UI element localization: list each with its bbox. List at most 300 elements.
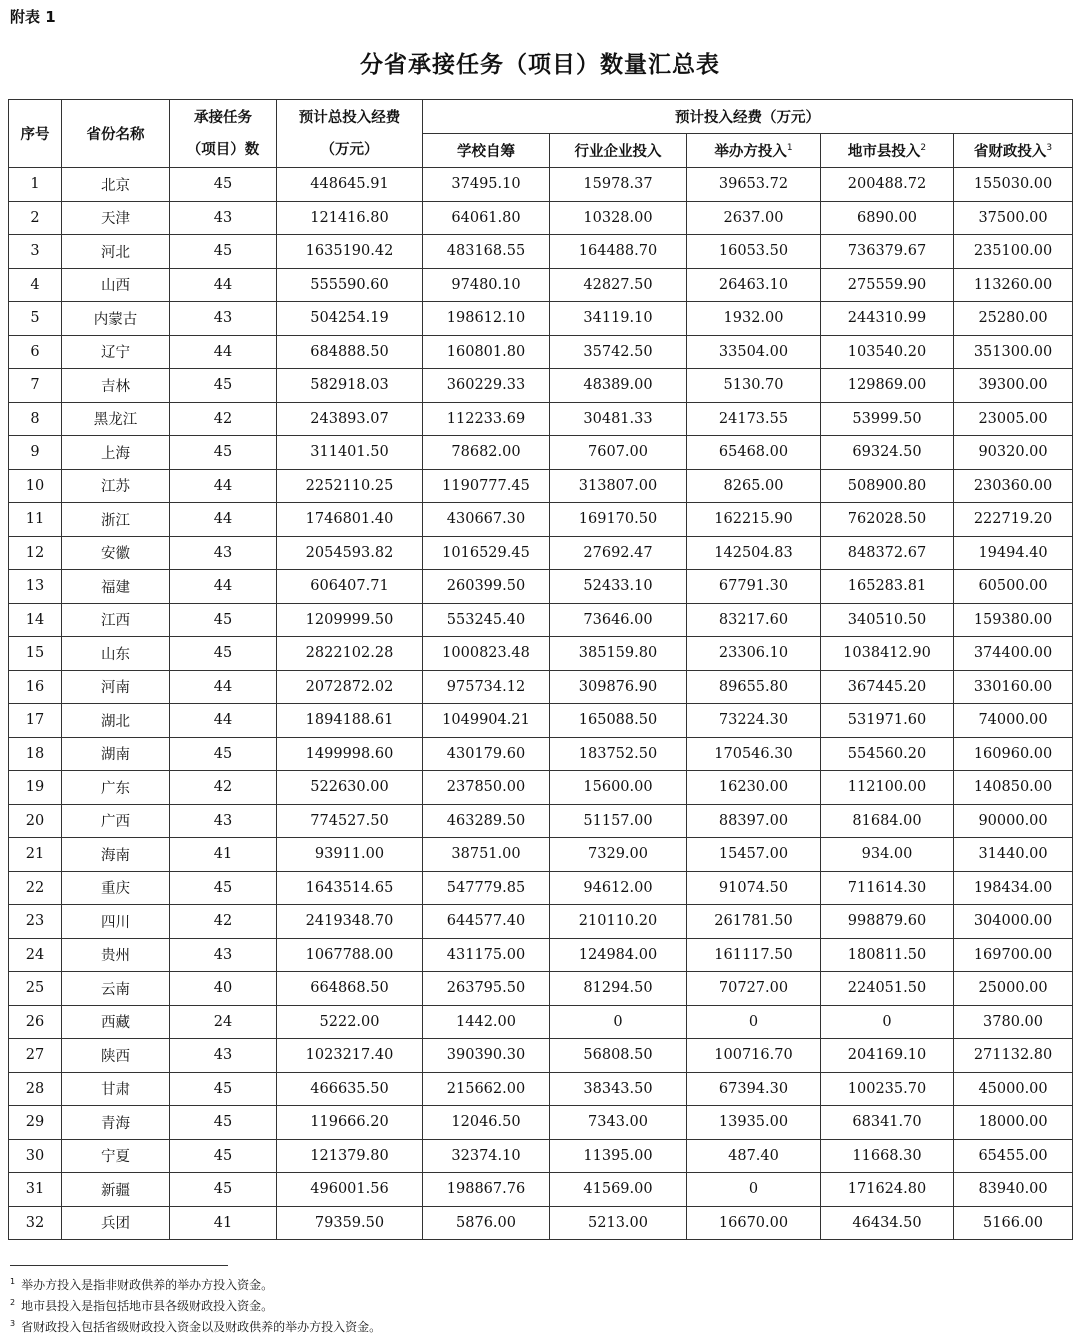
- cell-tasks: 45: [170, 235, 277, 269]
- cell-total: 119666.20: [277, 1106, 423, 1140]
- table-row: [9, 771, 1073, 805]
- cell-tasks: 44: [170, 570, 277, 604]
- cell-provincial: 235100.00: [954, 235, 1073, 269]
- table-row: [9, 335, 1073, 369]
- footnotes: [10, 1273, 381, 1336]
- cell-province: 广东: [62, 771, 170, 805]
- cell-tasks: 45: [170, 637, 277, 671]
- cell-province: 四川: [62, 905, 170, 939]
- cell-seq: 21: [9, 838, 62, 872]
- cell-tasks: 44: [170, 670, 277, 704]
- table-row: [9, 972, 1073, 1006]
- cell-province: 陕西: [62, 1039, 170, 1073]
- cell-city: 711614.30: [821, 871, 954, 905]
- cell-total: 121416.80: [277, 201, 423, 235]
- header-tasks-line1: 承接任务: [194, 109, 252, 126]
- header-tasks: [170, 100, 277, 168]
- cell-provincial: 3780.00: [954, 1005, 1073, 1039]
- cell-industry: 385159.80: [550, 637, 687, 671]
- cell-city: 11668.30: [821, 1139, 954, 1173]
- cell-tasks: 45: [170, 1173, 277, 1207]
- cell-total: 504254.19: [277, 302, 423, 336]
- cell-city: 112100.00: [821, 771, 954, 805]
- cell-city: 53999.50: [821, 402, 954, 436]
- table-row: [9, 570, 1073, 604]
- cell-total: 1499998.60: [277, 737, 423, 771]
- header-sponsor: [687, 134, 821, 168]
- cell-city: 554560.20: [821, 737, 954, 771]
- cell-total: 2252110.25: [277, 469, 423, 503]
- cell-tasks: 45: [170, 1139, 277, 1173]
- cell-sponsor: 67791.30: [687, 570, 821, 604]
- cell-seq: 10: [9, 469, 62, 503]
- cell-tasks: 40: [170, 972, 277, 1006]
- cell-industry: 81294.50: [550, 972, 687, 1006]
- cell-industry: 30481.33: [550, 402, 687, 436]
- cell-tasks: 41: [170, 1206, 277, 1240]
- cell-school: 64061.80: [423, 201, 550, 235]
- footnote-text: 地市县投入是指包括地市县各级财政投入资金。: [21, 1299, 274, 1313]
- cell-school: 431175.00: [423, 938, 550, 972]
- cell-province: 宁夏: [62, 1139, 170, 1173]
- cell-seq: 27: [9, 1039, 62, 1073]
- cell-sponsor: 15457.00: [687, 838, 821, 872]
- cell-province: 江西: [62, 603, 170, 637]
- cell-seq: 11: [9, 503, 62, 537]
- cell-sponsor: 16670.00: [687, 1206, 821, 1240]
- cell-tasks: 44: [170, 469, 277, 503]
- cell-total: 522630.00: [277, 771, 423, 805]
- cell-provincial: 25000.00: [954, 972, 1073, 1006]
- cell-seq: 3: [9, 235, 62, 269]
- cell-province: 吉林: [62, 369, 170, 403]
- cell-total: 774527.50: [277, 804, 423, 838]
- cell-total: 243893.07: [277, 402, 423, 436]
- cell-seq: 31: [9, 1173, 62, 1207]
- cell-seq: 2: [9, 201, 62, 235]
- cell-city: 180811.50: [821, 938, 954, 972]
- cell-city: 275559.90: [821, 268, 954, 302]
- cell-school: 263795.50: [423, 972, 550, 1006]
- table-row: [9, 369, 1073, 403]
- cell-sponsor: 0: [687, 1005, 821, 1039]
- footnote-mark: 1: [10, 1277, 16, 1286]
- cell-provincial: 45000.00: [954, 1072, 1073, 1106]
- cell-industry: 5213.00: [550, 1206, 687, 1240]
- cell-industry: 10328.00: [550, 201, 687, 235]
- cell-seq: 25: [9, 972, 62, 1006]
- cell-provincial: 83940.00: [954, 1173, 1073, 1207]
- header-provincial-label: 省财政投入: [973, 144, 1047, 160]
- cell-industry: 7329.00: [550, 838, 687, 872]
- cell-industry: 35742.50: [550, 335, 687, 369]
- cell-provincial: 160960.00: [954, 737, 1073, 771]
- header-province: 省份名称: [62, 100, 170, 168]
- cell-total: 466635.50: [277, 1072, 423, 1106]
- cell-total: 1643514.65: [277, 871, 423, 905]
- cell-tasks: 43: [170, 302, 277, 336]
- cell-total: 311401.50: [277, 436, 423, 470]
- table-row: [9, 1206, 1073, 1240]
- cell-school: 97480.10: [423, 268, 550, 302]
- cell-total: 664868.50: [277, 972, 423, 1006]
- cell-provincial: 230360.00: [954, 469, 1073, 503]
- cell-provincial: 90000.00: [954, 804, 1073, 838]
- cell-province: 西藏: [62, 1005, 170, 1039]
- cell-provincial: 5166.00: [954, 1206, 1073, 1240]
- table-row: [9, 469, 1073, 503]
- cell-sponsor: 0: [687, 1173, 821, 1207]
- cell-province: 浙江: [62, 503, 170, 537]
- header-total: [277, 100, 423, 168]
- cell-provincial: 37500.00: [954, 201, 1073, 235]
- cell-sponsor: 83217.60: [687, 603, 821, 637]
- cell-industry: 48389.00: [550, 369, 687, 403]
- cell-province: 山东: [62, 637, 170, 671]
- cell-school: 1000823.48: [423, 637, 550, 671]
- table-row: [9, 1173, 1073, 1207]
- cell-tasks: 43: [170, 201, 277, 235]
- cell-provincial: 169700.00: [954, 938, 1073, 972]
- cell-tasks: 44: [170, 503, 277, 537]
- cell-industry: 165088.50: [550, 704, 687, 738]
- cell-industry: 41569.00: [550, 1173, 687, 1207]
- cell-industry: 52433.10: [550, 570, 687, 604]
- footnote-item: [10, 1315, 381, 1336]
- cell-province: 甘肃: [62, 1072, 170, 1106]
- cell-tasks: 45: [170, 1072, 277, 1106]
- footnote-text: 举办方投入是指非财政供养的举办方投入资金。: [21, 1278, 274, 1292]
- cell-school: 198612.10: [423, 302, 550, 336]
- cell-city: 998879.60: [821, 905, 954, 939]
- cell-provincial: 60500.00: [954, 570, 1073, 604]
- cell-city: 69324.50: [821, 436, 954, 470]
- cell-province: 福建: [62, 570, 170, 604]
- cell-sponsor: 8265.00: [687, 469, 821, 503]
- cell-tasks: 44: [170, 704, 277, 738]
- footnote-item: [10, 1294, 381, 1315]
- cell-tasks: 45: [170, 436, 277, 470]
- cell-industry: 38343.50: [550, 1072, 687, 1106]
- cell-sponsor: 16230.00: [687, 771, 821, 805]
- cell-seq: 14: [9, 603, 62, 637]
- cell-city: 244310.99: [821, 302, 954, 336]
- cell-province: 北京: [62, 168, 170, 202]
- header-school: 学校自筹: [423, 134, 550, 168]
- cell-industry: 7607.00: [550, 436, 687, 470]
- cell-province: 兵团: [62, 1206, 170, 1240]
- cell-sponsor: 24173.55: [687, 402, 821, 436]
- footnote-ref-1: 1: [786, 143, 793, 154]
- table-row: [9, 503, 1073, 537]
- cell-province: 广西: [62, 804, 170, 838]
- cell-seq: 29: [9, 1106, 62, 1140]
- cell-provincial: 25280.00: [954, 302, 1073, 336]
- cell-seq: 1: [9, 168, 62, 202]
- cell-total: 1635190.42: [277, 235, 423, 269]
- cell-city: 531971.60: [821, 704, 954, 738]
- header-sponsor-label: 举办方投入: [714, 144, 787, 160]
- table-row: [9, 1139, 1073, 1173]
- cell-total: 684888.50: [277, 335, 423, 369]
- cell-city: 68341.70: [821, 1106, 954, 1140]
- cell-total: 496001.56: [277, 1173, 423, 1207]
- cell-provincial: 222719.20: [954, 503, 1073, 537]
- cell-sponsor: 170546.30: [687, 737, 821, 771]
- cell-sponsor: 65468.00: [687, 436, 821, 470]
- header-city: [821, 134, 954, 168]
- cell-seq: 28: [9, 1072, 62, 1106]
- cell-tasks: 43: [170, 938, 277, 972]
- cell-sponsor: 161117.50: [687, 938, 821, 972]
- cell-school: 78682.00: [423, 436, 550, 470]
- cell-seq: 16: [9, 670, 62, 704]
- cell-seq: 8: [9, 402, 62, 436]
- cell-sponsor: 23306.10: [687, 637, 821, 671]
- cell-seq: 18: [9, 737, 62, 771]
- cell-school: 12046.50: [423, 1106, 550, 1140]
- cell-provincial: 23005.00: [954, 402, 1073, 436]
- cell-seq: 15: [9, 637, 62, 671]
- table-row: [9, 737, 1073, 771]
- cell-industry: 164488.70: [550, 235, 687, 269]
- cell-total: 1067788.00: [277, 938, 423, 972]
- cell-school: 547779.85: [423, 871, 550, 905]
- cell-school: 1016529.45: [423, 536, 550, 570]
- cell-school: 430667.30: [423, 503, 550, 537]
- cell-sponsor: 73224.30: [687, 704, 821, 738]
- cell-city: 200488.72: [821, 168, 954, 202]
- header-total-line1: 预计总投入经费: [298, 109, 401, 126]
- cell-total: 1894188.61: [277, 704, 423, 738]
- cell-seq: 12: [9, 536, 62, 570]
- cell-school: 390390.30: [423, 1039, 550, 1073]
- cell-province: 湖北: [62, 704, 170, 738]
- table-row: [9, 1106, 1073, 1140]
- table-row: [9, 436, 1073, 470]
- table-row: [9, 871, 1073, 905]
- cell-sponsor: 70727.00: [687, 972, 821, 1006]
- cell-sponsor: 67394.30: [687, 1072, 821, 1106]
- cell-total: 1746801.40: [277, 503, 423, 537]
- cell-seq: 20: [9, 804, 62, 838]
- cell-tasks: 43: [170, 1039, 277, 1073]
- cell-seq: 19: [9, 771, 62, 805]
- cell-sponsor: 2637.00: [687, 201, 821, 235]
- cell-seq: 24: [9, 938, 62, 972]
- footnote-text: 省财政投入包括省级财政投入资金以及财政供养的举办方投入资金。: [21, 1320, 382, 1334]
- cell-school: 215662.00: [423, 1072, 550, 1106]
- cell-school: 430179.60: [423, 737, 550, 771]
- cell-total: 93911.00: [277, 838, 423, 872]
- cell-tasks: 45: [170, 871, 277, 905]
- cell-tasks: 43: [170, 804, 277, 838]
- cell-tasks: 45: [170, 1106, 277, 1140]
- cell-industry: 94612.00: [550, 871, 687, 905]
- cell-industry: 309876.90: [550, 670, 687, 704]
- cell-province: 山西: [62, 268, 170, 302]
- cell-school: 38751.00: [423, 838, 550, 872]
- cell-city: 6890.00: [821, 201, 954, 235]
- table-row: [9, 201, 1073, 235]
- cell-industry: 0: [550, 1005, 687, 1039]
- cell-province: 河北: [62, 235, 170, 269]
- cell-school: 463289.50: [423, 804, 550, 838]
- header-industry: 行业企业投入: [550, 134, 687, 168]
- cell-industry: 15600.00: [550, 771, 687, 805]
- cell-provincial: 31440.00: [954, 838, 1073, 872]
- cell-provincial: 159380.00: [954, 603, 1073, 637]
- cell-total: 2072872.02: [277, 670, 423, 704]
- footnote-mark: 3: [10, 1319, 16, 1328]
- cell-industry: 7343.00: [550, 1106, 687, 1140]
- cell-industry: 313807.00: [550, 469, 687, 503]
- cell-industry: 42827.50: [550, 268, 687, 302]
- cell-city: 508900.80: [821, 469, 954, 503]
- cell-sponsor: 33504.00: [687, 335, 821, 369]
- province-summary-table: [8, 99, 1073, 1240]
- header-city-label: 地市县投入: [847, 144, 921, 160]
- cell-total: 121379.80: [277, 1139, 423, 1173]
- table-row: [9, 603, 1073, 637]
- cell-sponsor: 142504.83: [687, 536, 821, 570]
- cell-province: 海南: [62, 838, 170, 872]
- cell-province: 辽宁: [62, 335, 170, 369]
- footnote-mark: 2: [10, 1298, 16, 1307]
- cell-total: 448645.91: [277, 168, 423, 202]
- cell-city: 171624.80: [821, 1173, 954, 1207]
- cell-provincial: 374400.00: [954, 637, 1073, 671]
- header-provincial: [954, 134, 1073, 168]
- cell-total: 1023217.40: [277, 1039, 423, 1073]
- cell-total: 555590.60: [277, 268, 423, 302]
- cell-school: 198867.76: [423, 1173, 550, 1207]
- table-row: [9, 302, 1073, 336]
- cell-sponsor: 39653.72: [687, 168, 821, 202]
- cell-province: 安徽: [62, 536, 170, 570]
- table-row: [9, 1005, 1073, 1039]
- cell-school: 1442.00: [423, 1005, 550, 1039]
- cell-city: 934.00: [821, 838, 954, 872]
- cell-tasks: 43: [170, 536, 277, 570]
- cell-city: 1038412.90: [821, 637, 954, 671]
- cell-industry: 56808.50: [550, 1039, 687, 1073]
- cell-provincial: 198434.00: [954, 871, 1073, 905]
- cell-city: 367445.20: [821, 670, 954, 704]
- footnote-item: [10, 1273, 381, 1294]
- cell-industry: 11395.00: [550, 1139, 687, 1173]
- cell-industry: 183752.50: [550, 737, 687, 771]
- cell-seq: 23: [9, 905, 62, 939]
- cell-province: 河南: [62, 670, 170, 704]
- cell-tasks: 42: [170, 402, 277, 436]
- cell-school: 32374.10: [423, 1139, 550, 1173]
- cell-city: 224051.50: [821, 972, 954, 1006]
- cell-school: 360229.33: [423, 369, 550, 403]
- cell-total: 79359.50: [277, 1206, 423, 1240]
- cell-city: 165283.81: [821, 570, 954, 604]
- cell-tasks: 42: [170, 905, 277, 939]
- cell-school: 1049904.21: [423, 704, 550, 738]
- cell-provincial: 90320.00: [954, 436, 1073, 470]
- cell-industry: 210110.20: [550, 905, 687, 939]
- cell-city: 762028.50: [821, 503, 954, 537]
- cell-school: 644577.40: [423, 905, 550, 939]
- cell-province: 云南: [62, 972, 170, 1006]
- cell-city: 0: [821, 1005, 954, 1039]
- cell-tasks: 45: [170, 168, 277, 202]
- table-row: [9, 804, 1073, 838]
- header-total-line2: （万元）: [320, 141, 379, 158]
- cell-total: 606407.71: [277, 570, 423, 604]
- cell-province: 上海: [62, 436, 170, 470]
- footnote-ref-3: 3: [1046, 143, 1053, 154]
- cell-provincial: 155030.00: [954, 168, 1073, 202]
- table-row: [9, 637, 1073, 671]
- cell-provincial: 113260.00: [954, 268, 1073, 302]
- cell-school: 553245.40: [423, 603, 550, 637]
- cell-school: 237850.00: [423, 771, 550, 805]
- footnote-ref-2: 2: [920, 143, 927, 154]
- header-tasks-line2: （项目）数: [186, 141, 260, 158]
- cell-provincial: 271132.80: [954, 1039, 1073, 1073]
- cell-seq: 6: [9, 335, 62, 369]
- table-row: [9, 536, 1073, 570]
- table-title: 分省承接任务（项目）数量汇总表: [360, 51, 720, 78]
- table-row: [9, 235, 1073, 269]
- cell-provincial: 19494.40: [954, 536, 1073, 570]
- cell-province: 青海: [62, 1106, 170, 1140]
- table-row: [9, 670, 1073, 704]
- cell-industry: 15978.37: [550, 168, 687, 202]
- cell-sponsor: 13935.00: [687, 1106, 821, 1140]
- cell-sponsor: 91074.50: [687, 871, 821, 905]
- cell-seq: 30: [9, 1139, 62, 1173]
- cell-seq: 26: [9, 1005, 62, 1039]
- cell-provincial: 39300.00: [954, 369, 1073, 403]
- cell-provincial: 351300.00: [954, 335, 1073, 369]
- cell-sponsor: 16053.50: [687, 235, 821, 269]
- cell-sponsor: 162215.90: [687, 503, 821, 537]
- cell-city: 736379.67: [821, 235, 954, 269]
- cell-total: 2054593.82: [277, 536, 423, 570]
- cell-provincial: 18000.00: [954, 1106, 1073, 1140]
- cell-school: 37495.10: [423, 168, 550, 202]
- footnote-divider: [10, 1265, 228, 1266]
- cell-province: 重庆: [62, 871, 170, 905]
- cell-sponsor: 261781.50: [687, 905, 821, 939]
- cell-provincial: 330160.00: [954, 670, 1073, 704]
- cell-school: 483168.55: [423, 235, 550, 269]
- cell-seq: 13: [9, 570, 62, 604]
- cell-sponsor: 88397.00: [687, 804, 821, 838]
- cell-city: 100235.70: [821, 1072, 954, 1106]
- header-row-1: [9, 100, 1073, 134]
- cell-province: 黑龙江: [62, 402, 170, 436]
- cell-seq: 9: [9, 436, 62, 470]
- table-row: [9, 268, 1073, 302]
- cell-industry: 73646.00: [550, 603, 687, 637]
- cell-school: 260399.50: [423, 570, 550, 604]
- cell-province: 天津: [62, 201, 170, 235]
- cell-sponsor: 5130.70: [687, 369, 821, 403]
- cell-total: 1209999.50: [277, 603, 423, 637]
- cell-seq: 7: [9, 369, 62, 403]
- cell-school: 975734.12: [423, 670, 550, 704]
- cell-tasks: 45: [170, 369, 277, 403]
- cell-city: 46434.50: [821, 1206, 954, 1240]
- cell-seq: 5: [9, 302, 62, 336]
